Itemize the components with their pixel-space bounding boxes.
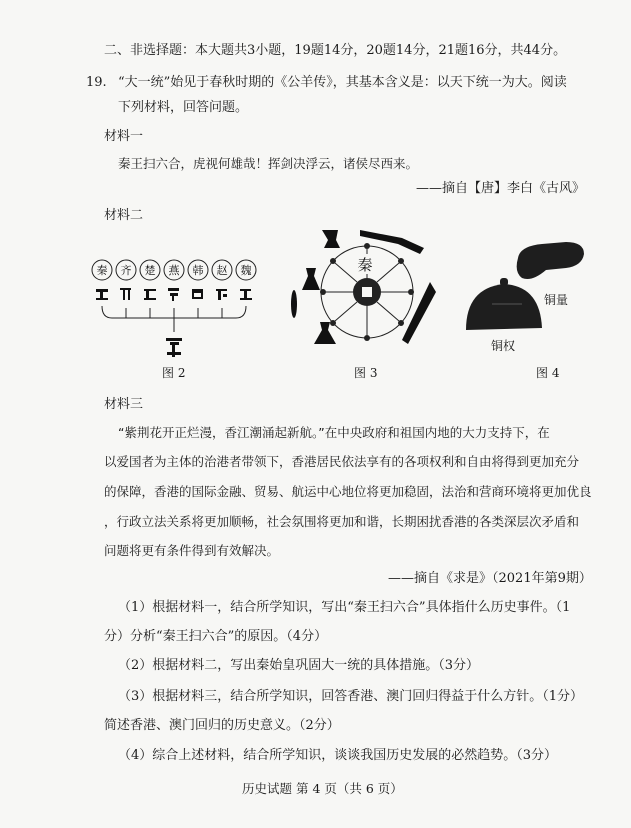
material3-line5: 问题将更有条件得到有效解决。 [104, 543, 280, 558]
material1-source: ——摘自【唐】李白《古风》 [416, 181, 586, 196]
subq1-line2: 分）分析“秦王扫六合”的原因。（4分） [104, 629, 328, 644]
states-diagram [88, 256, 268, 366]
question-intro-line1: “大一统”始见于春秋时期的《公羊传》，其基本含义是：以天下统一为大。阅读 [118, 75, 567, 90]
figure-4-caption: 图 4 [536, 366, 560, 380]
knife-money-icon [360, 230, 424, 254]
state-label-han: 韩 [192, 264, 204, 277]
page-footer: 历史试题 第 4 页（共 6 页） [242, 781, 403, 796]
question-number: 19. [86, 75, 107, 90]
material3-line2: 以爱国者为主体的治港者带领下，香港居民依法享有的各项权利和自由将得到更加充分 [104, 454, 580, 469]
subq1-line1: （1）根据材料一，结合所学知识，写出“秦王扫六合”具体指什么历史事件。（1 [118, 600, 571, 615]
figure-2-caption: 图 2 [162, 366, 186, 380]
subq2: （2）根据材料二，写出秦始皇巩固大一统的具体措施。（3分） [118, 658, 480, 673]
spade-money-icon [322, 230, 340, 248]
material3-line3: 的保障，香港的国际金融、贸易、航运中心地位将更加稳固，法治和营商环境将更加优良 [104, 484, 592, 499]
section-header: 二、非选择题：本大题共3小题，19题14分，20题14分，21题16分，共44分。 [104, 43, 567, 58]
measures-diagram [462, 238, 592, 358]
material3-line1: “紫荆花开正烂漫，香江潮涌起新航。”在中央政府和祖国内地的大力支持下，在 [118, 425, 550, 440]
ancient-script-glyphs [96, 288, 252, 301]
figure-2-states [88, 256, 268, 366]
currency-diagram [290, 226, 440, 366]
state-label-zhao: 赵 [216, 264, 228, 277]
unified-qin-glyph [166, 338, 182, 357]
question-intro-line2: 下列材料，回答问题。 [118, 100, 249, 115]
material3-source: ——摘自《求是》（2021年第9期） [388, 571, 592, 586]
material2-title: 材料二 [104, 208, 144, 223]
material1-poem: 秦王扫六合，虎视何雄哉！挥剑决浮云，诸侯尽西来。 [118, 156, 419, 171]
state-label-yan: 燕 [168, 264, 180, 277]
subq3-line1: （3）根据材料三，结合所学知识，回答香港、澳门回归得益于什么方针。（1分） [118, 689, 584, 704]
knife-money-right-icon [402, 282, 436, 344]
bronze-measure-icon [517, 242, 584, 279]
state-label-wei: 魏 [240, 264, 252, 277]
material3-title: 材料三 [104, 397, 144, 412]
spade-money-left-icon [302, 268, 320, 290]
material1-title: 材料一 [104, 129, 144, 144]
state-label-qin: 秦 [96, 264, 108, 277]
figure-4-measures [462, 238, 592, 358]
state-label-qi: 齐 [120, 264, 132, 277]
figure-3-currency [290, 226, 440, 366]
figure-4-label-weight: 铜权 [491, 339, 516, 353]
figure-3-caption: 图 3 [354, 366, 378, 380]
subq4: （4）综合上述材料，结合所学知识，谈谈我国历史发展的必然趋势。（3分） [118, 748, 558, 763]
figure-4-label-measure: 铜量 [544, 293, 569, 307]
subq3-line2: 简述香港、澳门回归的历史意义。（2分） [104, 718, 340, 733]
state-label-chu: 楚 [144, 264, 156, 277]
bronze-weight-icon [466, 284, 542, 330]
material3-line4: ，行政立法关系将更加顺畅，社会氛围将更加和谐，长期困扰香港的各类深层次矛盾和 [104, 514, 580, 529]
figure-3-center-label: 秦 [357, 256, 373, 274]
shell-money-icon [291, 290, 297, 318]
